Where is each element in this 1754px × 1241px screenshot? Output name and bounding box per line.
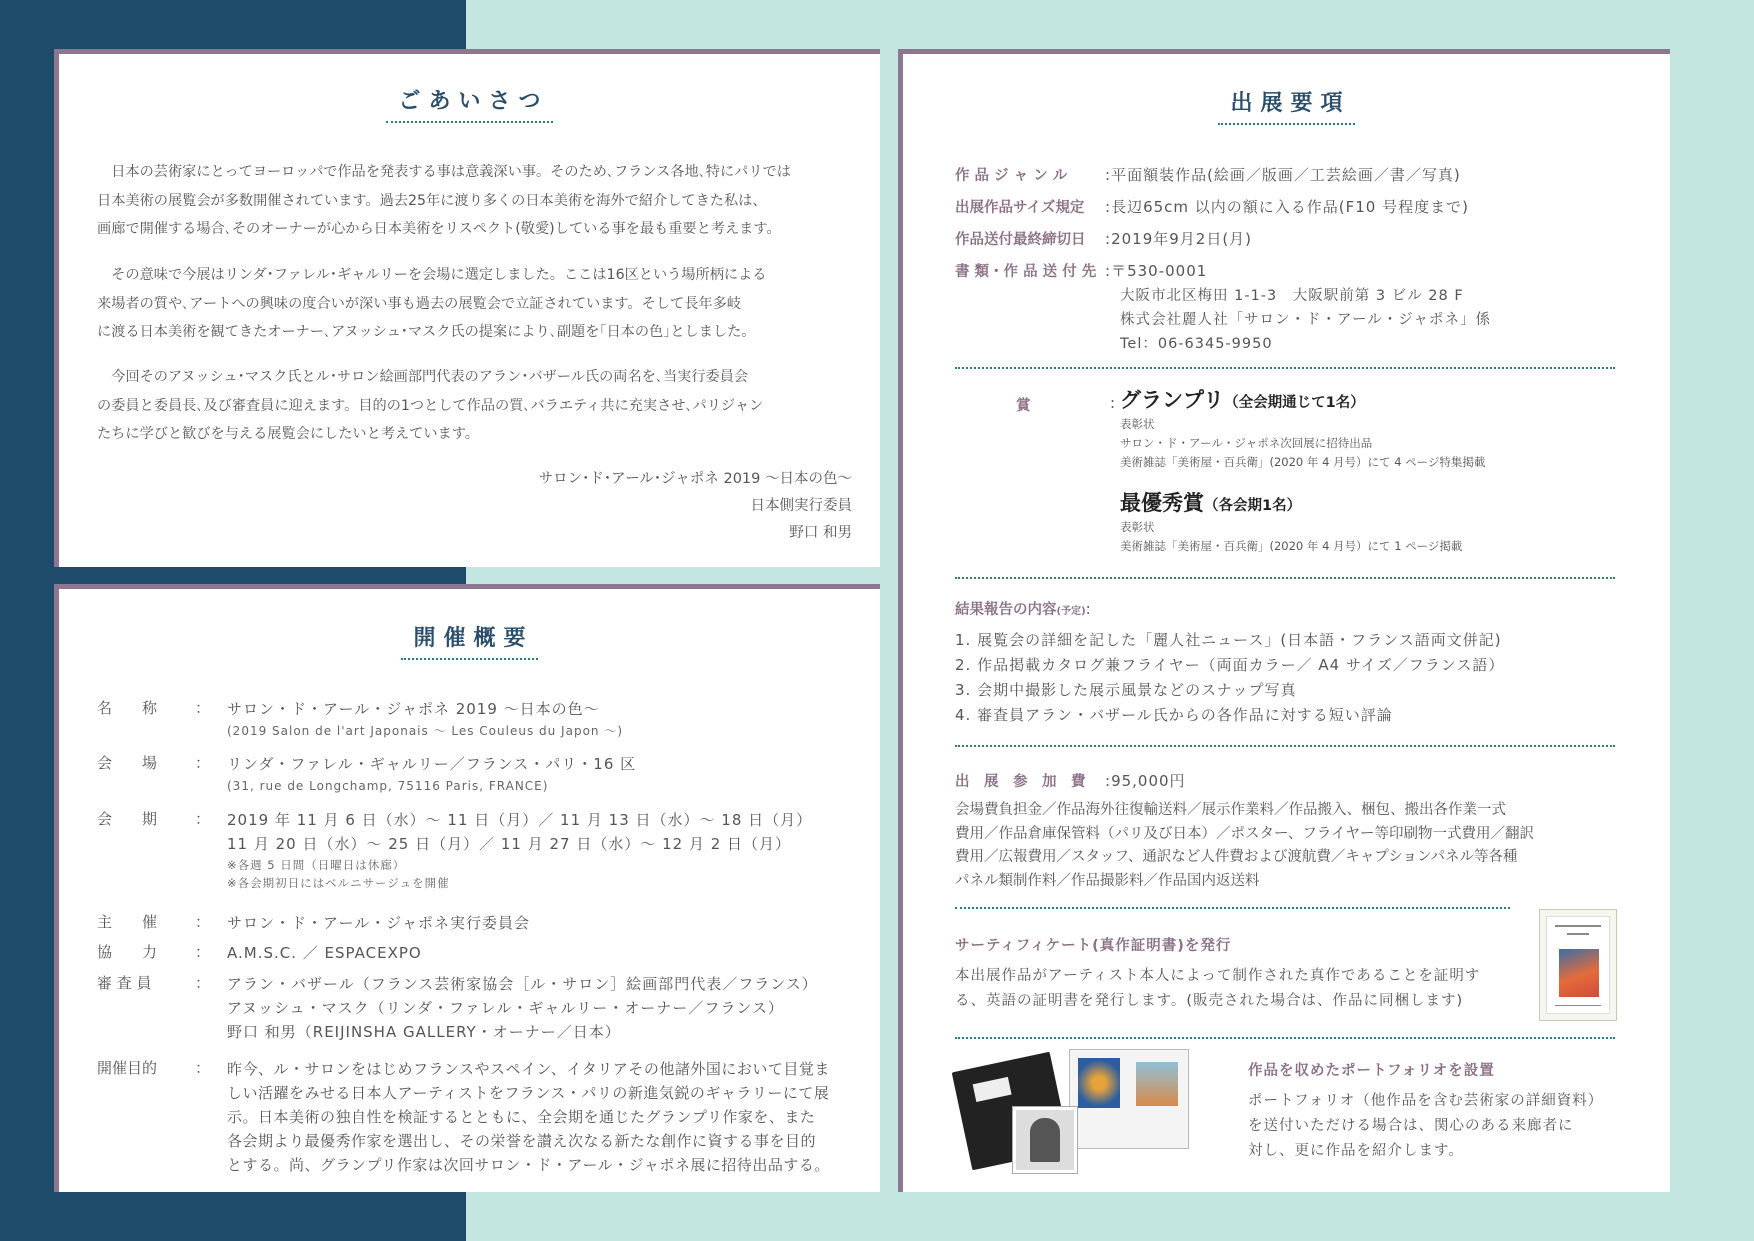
- grand-prix-details: 表彰状 サロン・ド・アール・ジャポネ次回展に招待出品 美術雑誌「美術屋・百兵衛」(2020 年 4 月号）にて 4 ページ特集掲載: [1120, 417, 1486, 469]
- divider: [955, 1037, 1615, 1039]
- greeting-signature: サロン･ド･アール･ジャポネ 2019 ～日本の色～ 日本側実行委員 野口 和男: [538, 471, 852, 541]
- req-genre: 作 品 ジ ャ ン ル :平面額装作品(絵画／版画／工芸絵画／書／写真): [955, 166, 1461, 184]
- fee-details: 会場費負担金／作品海外往復輸送料／展示作業料／作品搬入、梱包、搬出各作業一式 費用／作品倉庫保管料（パリ及び日本）／ポスター、フライヤー等印刷物一式費用／翻訳 費用／広報費用／スタッフ、通訳など人件費および渡航費／キャプションパネル等各種 パネル類制作料／作品撮影料／作品国内返送料: [955, 802, 1534, 889]
- portfolio-text: ポートフォリオ（他作品を含む芸術家の詳細資料） を送付いただける場合は、関心のある来廊者に 対し、更に作品を紹介します。: [1248, 1093, 1604, 1159]
- results-label: 結果報告の内容(予定):: [955, 600, 1092, 618]
- divider: [955, 367, 1615, 369]
- fee-row: 出 展 参 加 費 :95,000円: [955, 772, 1186, 790]
- prize-colon: :: [1110, 394, 1117, 412]
- certificate-text: 本出展作品がアーティスト本人によって制作された真作であることを証明す る、英語の証明書を発行します。(販売された場合は、作品に同梱します): [955, 968, 1481, 1009]
- greeting-title: ごあいさつ: [59, 84, 880, 123]
- excellence-heading: 最優秀賞（各会期1名）: [1120, 491, 1302, 515]
- overview-title: 開催概要: [59, 621, 880, 660]
- req-send-to: 書 類・作 品 送 付 先 :〒530-0001: [955, 262, 1208, 280]
- portfolio-photo: [961, 1049, 1201, 1179]
- requirements-title: 出展要項: [903, 86, 1670, 125]
- divider: [955, 577, 1615, 579]
- divider: [955, 907, 1510, 909]
- requirements-panel: [898, 49, 1670, 1192]
- overview-panel: 開催概要 名 称 ： サロン・ド・アール・ジャポネ 2019 ～日本の色～ (2019 Salon de l'art Japonais ～ Les Couleus du Japon ～) 会 場 ： リンダ・ファレル・ギャルリー／フランス・パリ・16 区 (31, rue de Longchamp, 75116 Paris, FRANCE) 会 期 ： 2019 年 11 月 6 日（水）～ 11 日（月）／ 11 月 13 日（水）～ 18 日（月） 11 月 20 日（水）～ 25 日（月）／ 11 月 27 日（水）～ 12 月 2 日（月） ※各週 5 日間（日曜日は休廊） ※各会期初日にはベルニサージュを開催 主 催 ： サロン・ド・アール・ジャポネ実行委員会 協 力 ： A.M.S.C. ／ ESPACEXPO 審 査 員 ： アラン・バザール（フランス芸術家協会［ル・サロン］絵画部門代表／フランス） アヌッシュ・マスク（リンダ・ファレル・ギャルリー・オーナー／フランス） 野口 和男（REIJINSHA GALLERY・オーナー／日本） 開催目的 ： 昨今、ル・サロンをはじめフランスやスペイン、イタリアその他諸外国において目覚ま しい活躍をみせる日本人アーティストをフランス・パリの新進気鋭のギャラリーにて展 示。日本美術の独自性を検証するとともに、全会期を通じたグランプリ作家を、また 各会期より最優秀作家を選出し、その栄誉を讃え次なる新たな創作に資する事を目的 とする。尚、グランプリ作家は次回サロン・ド・アール・ジャポネ展に招待出品する。: [54, 584, 880, 1192]
- greeting-paragraph-1: 日本の芸術家にとってヨーロッパで作品を発表する事は意義深い事。そのため､フランス各地､特にパリでは 日本美術の展覧会が多数開催されています。過去25年に渡り多くの日本美術を海外で紹介してきた私は、 画廊で開催する場合､そのオーナーが心から日本美術をリスペクト(敬愛)している事を最も重要と考えます。: [97, 164, 791, 237]
- excellence-details: 表彰状 美術雑誌「美術屋・百兵衛」(2020 年 4 月号）にて 1 ページ掲載: [1120, 520, 1463, 553]
- req-deadline: 作品送付最終締切日 :2019年9月2日(月): [955, 230, 1253, 248]
- results-list: 1. 展覧会の詳細を記した「麗人社ニュース」(日本語・フランス語両文併記) 2. 作品掲載カタログ兼フライヤー（両面カラー／ A4 サイズ／フランス語） 3. 会期中撮影した展示風景などのスナップ写真 4. 審査員アラン・バザール氏からの各作品に対する短い評論: [955, 631, 1505, 724]
- greeting-panel: [54, 49, 880, 567]
- req-size: 出展作品サイズ規定 :長辺65cm 以内の額に入る作品(F10 号程度まで): [955, 198, 1469, 216]
- greeting-paragraph-2: その意味で今展はリンダ･ファレル･ギャルリーを会場に選定しました。ここは16区という場所柄による 来場者の質や､アートへの興味の度合いが深い事も過去の展覧会で立証されています。そして長年多岐 に渡る日本美術を観てきたオーナー､アヌッシュ･マスク氏の提案により､副題を｢日本の色｣としました。: [97, 267, 767, 340]
- divider: [955, 745, 1615, 747]
- portfolio-title: 作品を収めたポートフォリオを設置: [1248, 1063, 1495, 1079]
- certificate-title: サーティフィケート(真作証明書)を発行: [955, 938, 1232, 954]
- grand-prix-heading: グランプリ（全会期通じて1名）: [1120, 388, 1365, 412]
- greeting-paragraph-3: 今回そのアヌッシュ･マスク氏とル･サロン絵画部門代表のアラン･バザール氏の両名を､当実行委員会 の委員と委員長､及び審査員に迎えます。目的の1つとして作品の質､バラエティ共に充実させ､パリジャン たちに学びと歓びを与える展覧会にしたいと考えています。: [97, 369, 764, 442]
- certificate-thumbnail: [1539, 909, 1617, 1021]
- req-address: 大阪市北区梅田 1-1-3 大阪駅前第 3 ビル 28 F 株式会社麗人社「サロン・ド・アール・ジャポネ」係 Tel：06-6345-9950: [1120, 288, 1491, 352]
- prize-label: 賞: [1016, 398, 1031, 414]
